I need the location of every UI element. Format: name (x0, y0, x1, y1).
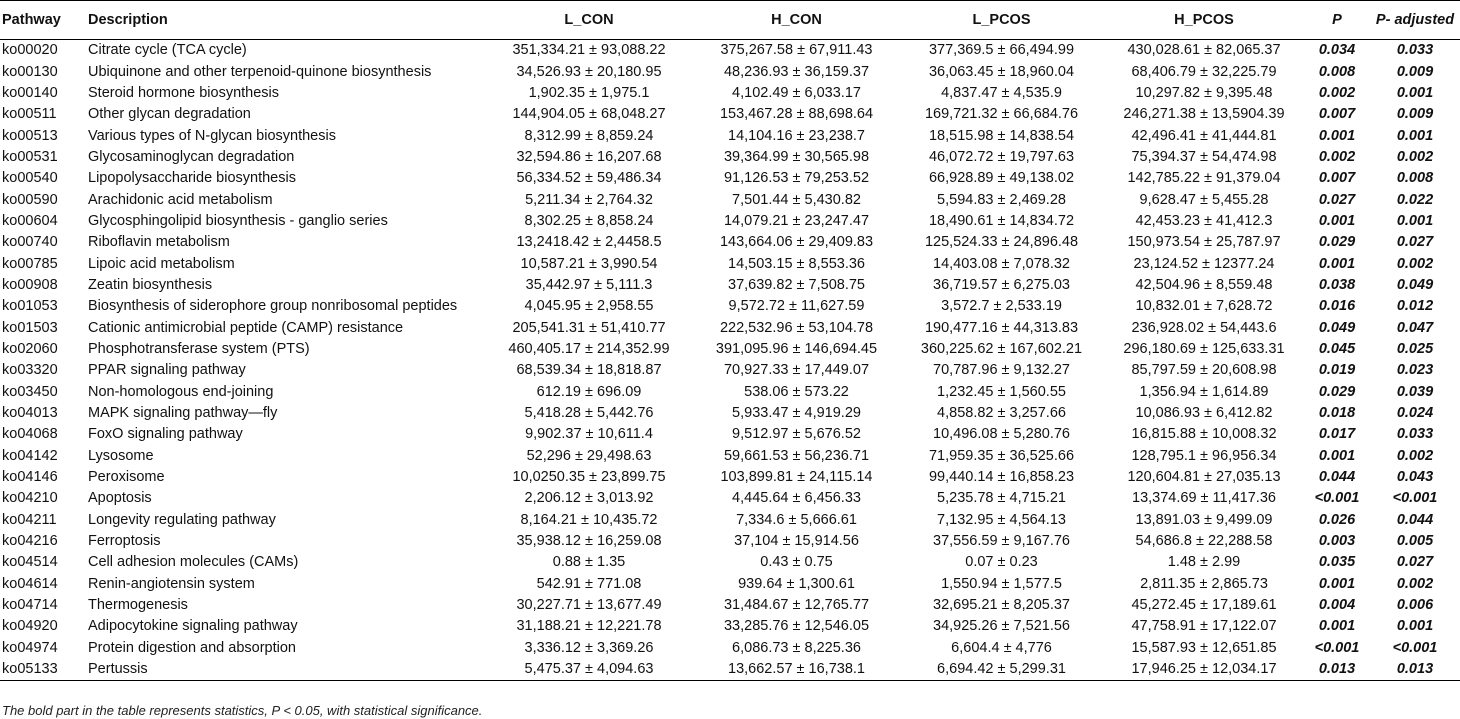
cell-p: 0.018 (1318, 405, 1356, 422)
cell-l-con: 52,296 ± 29,498.63 (526, 447, 652, 464)
cell-pathway: ko04068 (2, 426, 58, 443)
cell-p-adjusted: 0.044 (1396, 511, 1434, 528)
header-pathway: Pathway (0, 1, 84, 40)
table-row (0, 61, 1460, 82)
cell-l-pcos: 190,477.16 ± 44,313.83 (924, 319, 1079, 336)
cell-l-con: 8,302.25 ± 8,858.24 (524, 212, 654, 229)
cell-pathway: ko00740 (2, 234, 58, 251)
cell-h-con: 59,661.53 ± 56,236.71 (723, 447, 870, 464)
cell-p: 0.038 (1318, 276, 1356, 293)
cell-p: 0.008 (1318, 63, 1356, 80)
cell-description: Apoptosis (88, 490, 152, 507)
cell-h-pcos: 23,124.52 ± 12377.24 (1133, 255, 1275, 272)
cell-l-pcos: 36,719.57 ± 6,275.03 (933, 276, 1070, 293)
cell-p: 0.001 (1318, 575, 1356, 592)
cell-description: Steroid hormone biosynthesis (88, 84, 280, 101)
cell-p: 0.001 (1318, 127, 1356, 144)
cell-l-con: 10,0250.35 ± 23,899.75 (512, 469, 666, 486)
cell-h-pcos: 85,797.59 ± 20,608.98 (1131, 362, 1277, 379)
cell-h-con: 14,079.21 ± 23,247.47 (723, 212, 870, 229)
cell-pathway: ko01053 (2, 298, 58, 315)
cell-l-con: 542.91 ± 771.08 (536, 575, 642, 592)
cell-h-pcos: 430,028.61 ± 82,065.37 (1127, 42, 1281, 59)
cell-description: Non-homologous end-joining (88, 383, 274, 400)
cell-h-pcos: 1,356.94 ± 1,614.89 (1139, 383, 1269, 400)
cell-p-adjusted: 0.002 (1396, 255, 1434, 272)
cell-l-pcos: 360,225.62 ± 167,602.21 (920, 340, 1083, 357)
cell-l-con: 0.88 ± 1.35 (552, 554, 626, 571)
table-body (0, 40, 1460, 681)
cell-l-pcos: 3,572.7 ± 2,533.19 (941, 298, 1062, 315)
header-h-con: H_CON (694, 1, 899, 40)
cell-h-pcos: 142,785.22 ± 91,379.04 (1127, 170, 1281, 187)
cell-h-pcos: 42,504.96 ± 8,559.48 (1135, 276, 1273, 293)
cell-h-con: 48,236.93 ± 36,159.37 (723, 63, 870, 80)
cell-h-con: 37,639.82 ± 7,508.75 (728, 276, 865, 293)
cell-h-pcos: 150,973.54 ± 25,787.97 (1127, 234, 1281, 251)
cell-h-con: 9,572.72 ± 11,627.59 (728, 298, 865, 315)
cell-l-pcos: 6,694.42 ± 5,299.31 (899, 659, 1104, 681)
cell-h-pcos: 1.48 ± 2.99 (1167, 554, 1241, 571)
cell-h-con: 9,512.97 ± 5,676.52 (732, 426, 861, 443)
table-row (0, 211, 1460, 232)
table-row (0, 382, 1460, 403)
table-footnote: The bold part in the table represents statistics, P < 0.05, with statistical significance. (2, 703, 483, 718)
cell-h-con: 70,927.33 ± 17,449.07 (723, 362, 870, 379)
cell-l-pcos: 169,721.32 ± 66,684.76 (924, 106, 1079, 123)
cell-description: Other glycan degradation (88, 106, 251, 123)
table-row (0, 531, 1460, 552)
cell-pathway: ko04974 (2, 639, 58, 656)
cell-description: Thermogenesis (88, 597, 188, 614)
table-row (0, 616, 1460, 637)
cell-l-pcos: 4,837.47 ± 4,535.9 (941, 84, 1062, 101)
cell-p: <0.001 (1314, 490, 1360, 507)
cell-h-con: 4,102.49 ± 6,033.17 (732, 84, 861, 101)
cell-l-pcos: 1,550.94 ± 1,577.5 (941, 575, 1062, 592)
cell-p-adjusted: 0.009 (1396, 106, 1434, 123)
cell-l-con: 13,2418.42 ± 2,4458.5 (516, 234, 662, 251)
cell-l-pcos: 5,594.83 ± 2,469.28 (937, 191, 1066, 208)
cell-description: MAPK signaling pathway—fly (88, 405, 278, 422)
cell-pathway: ko00511 (2, 106, 57, 123)
cell-l-con: 68,539.34 ± 18,818.87 (516, 362, 662, 379)
cell-p: 0.001 (1318, 212, 1356, 229)
cell-l-pcos: 7,132.95 ± 4,564.13 (937, 511, 1066, 528)
table-row (0, 488, 1460, 509)
cell-pathway: ko05133 (0, 659, 84, 681)
cell-h-con: 5,933.47 ± 4,919.29 (732, 405, 861, 422)
cell-p-adjusted: 0.002 (1396, 575, 1434, 592)
cell-l-con: 30,227.71 ± 13,677.49 (516, 597, 662, 614)
cell-pathway: ko01503 (2, 319, 58, 336)
cell-l-pcos: 99,440.14 ± 16,858.23 (928, 469, 1075, 486)
cell-l-pcos: 1,232.45 ± 1,560.55 (937, 383, 1066, 400)
cell-l-con: 205,541.31 ± 51,410.77 (512, 319, 666, 336)
cell-p: 0.029 (1318, 383, 1356, 400)
cell-l-con: 5,418.28 ± 5,442.76 (524, 405, 654, 422)
cell-p-adjusted: 0.006 (1396, 597, 1434, 614)
cell-h-con: 91,126.53 ± 79,253.52 (723, 170, 870, 187)
cell-p-adjusted: 0.027 (1396, 234, 1434, 251)
cell-h-con: 13,662.57 ± 16,738.1 (694, 659, 899, 681)
table-row (0, 275, 1460, 296)
table-row (0, 232, 1460, 253)
cell-l-pcos: 71,959.35 ± 36,525.66 (928, 447, 1075, 464)
cell-l-con: 460,405.17 ± 214,352.99 (508, 340, 670, 357)
cell-p-adjusted: <0.001 (1392, 639, 1438, 656)
cell-pathway: ko04514 (2, 554, 58, 571)
cell-l-con: 10,587.21 ± 3,990.54 (520, 255, 658, 272)
cell-l-con: 35,442.97 ± 5,111.3 (525, 276, 653, 293)
cell-l-pcos: 32,695.21 ± 8,205.37 (933, 597, 1070, 614)
cell-description: Ferroptosis (88, 533, 161, 550)
header-row (0, 1, 1460, 40)
cell-h-con: 33,285.76 ± 12,546.05 (723, 618, 870, 635)
table-row (0, 403, 1460, 424)
cell-description: Ubiquinone and other terpenoid-quinone biosynthesis (88, 63, 432, 80)
cell-p-adjusted: 0.049 (1396, 276, 1434, 293)
cell-h-pcos: 10,832.01 ± 7,628.72 (1135, 298, 1273, 315)
cell-p: 0.001 (1318, 618, 1356, 635)
cell-p: 0.049 (1318, 319, 1356, 336)
table-row (0, 467, 1460, 488)
cell-p-adjusted: 0.012 (1396, 298, 1434, 315)
table-row (0, 147, 1460, 168)
cell-l-pcos: 6,604.4 ± 4,776 (951, 639, 1052, 656)
cell-description: Arachidonic acid metabolism (88, 191, 273, 208)
cell-h-pcos: 16,815.88 ± 10,008.32 (1131, 426, 1277, 443)
table-row (0, 83, 1460, 104)
cell-l-pcos: 10,496.08 ± 5,280.76 (933, 426, 1070, 443)
cell-p-adjusted: 0.024 (1396, 405, 1434, 422)
cell-l-con: 5,475.37 ± 4,094.63 (484, 659, 694, 681)
cell-l-con: 9,902.37 ± 10,611.4 (525, 426, 653, 443)
cell-description: Glycosphingolipid biosynthesis - ganglio series (88, 212, 388, 229)
cell-p-adjusted: 0.033 (1396, 426, 1434, 443)
cell-description: Citrate cycle (TCA cycle) (88, 42, 247, 59)
cell-p-adjusted: 0.027 (1396, 554, 1434, 571)
cell-p-adjusted: 0.008 (1396, 170, 1434, 187)
cell-description: Riboflavin metabolism (88, 234, 230, 251)
cell-p: 0.003 (1318, 533, 1356, 550)
cell-description: Protein digestion and absorption (88, 639, 296, 656)
table-row (0, 339, 1460, 360)
cell-p-adjusted: <0.001 (1392, 490, 1438, 507)
cell-pathway: ko04714 (2, 597, 58, 614)
cell-h-pcos: 13,891.03 ± 9,499.09 (1135, 511, 1273, 528)
cell-l-pcos: 37,556.59 ± 9,167.76 (933, 533, 1070, 550)
cell-h-pcos: 15,587.93 ± 12,651.85 (1131, 639, 1277, 656)
cell-h-pcos: 246,271.38 ± 13,5904.39 (1123, 106, 1285, 123)
cell-h-pcos: 236,928.02 ± 54,443.6 (1131, 319, 1277, 336)
cell-l-pcos: 0.07 ± 0.23 (965, 554, 1038, 571)
cell-l-con: 8,164.21 ± 10,435.72 (520, 511, 658, 528)
cell-p: 0.016 (1318, 298, 1356, 315)
cell-p: 0.017 (1318, 426, 1356, 443)
cell-h-con: 37,104 ± 15,914.56 (734, 533, 859, 550)
cell-p-adjusted: 0.013 (1370, 659, 1460, 681)
cell-description: Lipopolysaccharide biosynthesis (88, 170, 296, 187)
cell-pathway: ko00531 (2, 148, 58, 165)
header-l-con: L_CON (484, 1, 694, 40)
cell-pathway: ko00540 (2, 170, 58, 187)
cell-p-adjusted: 0.033 (1396, 42, 1434, 59)
cell-p-adjusted: 0.001 (1396, 84, 1434, 101)
cell-h-pcos: 68,406.79 ± 32,225.79 (1131, 63, 1277, 80)
cell-p: 0.035 (1318, 554, 1356, 571)
cell-p: 0.044 (1318, 469, 1356, 486)
cell-pathway: ko00513 (2, 127, 58, 144)
cell-pathway: ko04210 (2, 490, 58, 507)
cell-h-con: 939.64 ± 1,300.61 (738, 575, 855, 592)
cell-l-con: 35,938.12 ± 16,259.08 (516, 533, 662, 550)
cell-pathway: ko00590 (2, 191, 58, 208)
cell-pathway: ko00908 (2, 276, 58, 293)
cell-l-con: 2,206.12 ± 3,013.92 (524, 490, 654, 507)
cell-pathway: ko00785 (2, 255, 58, 272)
cell-p-adjusted: 0.043 (1396, 469, 1434, 486)
table-row (0, 446, 1460, 467)
cell-description: Adipocytokine signaling pathway (88, 618, 298, 635)
table-row (0, 253, 1460, 274)
cell-h-pcos: 42,453.23 ± 41,412.3 (1135, 212, 1273, 229)
cell-h-pcos: 120,604.81 ± 27,035.13 (1127, 469, 1281, 486)
cell-p-adjusted: 0.002 (1396, 447, 1434, 464)
cell-h-con: 0.43 ± 0.75 (760, 554, 833, 571)
cell-l-pcos: 46,072.72 ± 19,797.63 (928, 148, 1075, 165)
cell-h-con: 39,364.99 ± 30,565.98 (723, 148, 870, 165)
cell-pathway: ko04614 (2, 575, 58, 592)
cell-p: 0.004 (1318, 597, 1356, 614)
cell-l-pcos: 125,524.33 ± 24,896.48 (924, 234, 1079, 251)
cell-h-con: 153,467.28 ± 88,698.64 (719, 106, 874, 123)
cell-p: 0.029 (1318, 234, 1356, 251)
table-row (0, 638, 1460, 659)
cell-l-pcos: 5,235.78 ± 4,715.21 (937, 490, 1066, 507)
cell-h-pcos: 128,795.1 ± 96,956.34 (1131, 447, 1277, 464)
cell-description: Renin-angiotensin system (88, 575, 255, 592)
cell-pathway: ko00604 (2, 212, 58, 229)
cell-h-con: 103,899.81 ± 24,115.14 (720, 469, 873, 486)
cell-l-con: 351,334.21 ± 93,088.22 (512, 42, 666, 59)
cell-l-con: 31,188.21 ± 12,221.78 (516, 618, 662, 635)
cell-pathway: ko04920 (2, 618, 58, 635)
cell-l-con: 3,336.12 ± 3,369.26 (524, 639, 654, 656)
cell-h-pcos: 17,946.25 ± 12,034.17 (1104, 659, 1304, 681)
cell-l-pcos: 36,063.45 ± 18,960.04 (928, 63, 1075, 80)
cell-description: Various types of N-glycan biosynthesis (88, 127, 336, 144)
cell-h-con: 14,503.15 ± 8,553.36 (728, 255, 865, 272)
table-row (0, 595, 1460, 616)
cell-p-adjusted: 0.001 (1396, 212, 1434, 229)
table-row (0, 189, 1460, 210)
cell-h-pcos: 75,394.37 ± 54,474.98 (1131, 148, 1277, 165)
cell-h-con: 7,501.44 ± 5,430.82 (732, 191, 861, 208)
cell-description: Lysosome (88, 447, 154, 464)
cell-l-con: 612.19 ± 696.09 (536, 383, 642, 400)
cell-p: 0.002 (1318, 84, 1356, 101)
cell-l-pcos: 14,403.08 ± 7,078.32 (933, 255, 1070, 272)
cell-description: PPAR signaling pathway (88, 362, 246, 379)
cell-p: 0.034 (1318, 42, 1356, 59)
cell-p-adjusted: 0.001 (1396, 618, 1434, 635)
cell-l-con: 56,334.52 ± 59,486.34 (516, 170, 662, 187)
header-p-adjusted: P- adjusted (1370, 1, 1460, 40)
cell-l-con: 34,526.93 ± 20,180.95 (516, 63, 662, 80)
cell-h-pcos: 10,086.93 ± 6,412.82 (1135, 405, 1273, 422)
cell-h-con: 391,095.96 ± 146,694.45 (715, 340, 878, 357)
table-row (0, 168, 1460, 189)
cell-l-pcos: 18,490.61 ± 14,834.72 (928, 212, 1075, 229)
cell-description: Lipoic acid metabolism (88, 255, 235, 272)
cell-p: 0.026 (1318, 511, 1356, 528)
cell-p: 0.027 (1318, 191, 1356, 208)
cell-h-pcos: 2,811.35 ± 2,865.73 (1140, 575, 1268, 592)
table-row (0, 659, 1460, 681)
cell-p-adjusted: 0.023 (1396, 362, 1434, 379)
cell-h-con: 4,445.64 ± 6,456.33 (732, 490, 861, 507)
table-row (0, 574, 1460, 595)
cell-pathway: ko00130 (2, 63, 58, 80)
cell-h-pcos: 9,628.47 ± 5,455.28 (1139, 191, 1269, 208)
cell-p: 0.007 (1318, 170, 1356, 187)
cell-h-pcos: 10,297.82 ± 9,395.48 (1135, 84, 1273, 101)
cell-l-con: 1,902.35 ± 1,975.1 (528, 84, 650, 101)
cell-p-adjusted: 0.025 (1396, 340, 1434, 357)
cell-l-con: 32,594.86 ± 16,207.68 (516, 148, 662, 165)
cell-description: Zeatin biosynthesis (88, 276, 213, 293)
table-row (0, 296, 1460, 317)
cell-h-con: 222,532.96 ± 53,104.78 (719, 319, 874, 336)
cell-h-pcos: 54,686.8 ± 22,288.58 (1135, 533, 1273, 550)
table-row (0, 104, 1460, 125)
cell-p-adjusted: 0.022 (1396, 191, 1434, 208)
cell-description: Cationic antimicrobial peptide (CAMP) resistance (88, 319, 404, 336)
header-description: Description (84, 1, 484, 40)
cell-description: FoxO signaling pathway (88, 426, 243, 443)
cell-l-pcos: 377,369.5 ± 66,494.99 (928, 42, 1075, 59)
cell-p: 0.001 (1318, 255, 1356, 272)
table-row (0, 424, 1460, 445)
cell-p-adjusted: 0.001 (1396, 127, 1434, 144)
table-row (0, 510, 1460, 531)
cell-p-adjusted: 0.002 (1396, 148, 1434, 165)
cell-h-pcos: 47,758.91 ± 17,122.07 (1131, 618, 1277, 635)
table-row (0, 552, 1460, 573)
cell-h-con: 31,484.67 ± 12,765.77 (723, 597, 870, 614)
cell-h-con: 7,334.6 ± 5,666.61 (736, 511, 857, 528)
cell-description: Cell adhesion molecules (CAMs) (88, 554, 299, 571)
cell-pathway: ko04211 (2, 511, 57, 528)
cell-l-con: 8,312.99 ± 8,859.24 (524, 127, 654, 144)
cell-p-adjusted: 0.009 (1396, 63, 1434, 80)
cell-p: 0.007 (1318, 106, 1356, 123)
cell-p: 0.013 (1304, 659, 1370, 681)
header-p: P (1304, 1, 1370, 40)
cell-l-pcos: 70,787.96 ± 9,132.27 (933, 362, 1070, 379)
cell-description: Pertussis (84, 659, 484, 681)
header-h-pcos: H_PCOS (1104, 1, 1304, 40)
cell-l-pcos: 18,515.98 ± 14,838.54 (928, 127, 1075, 144)
cell-pathway: ko04146 (2, 469, 58, 486)
cell-pathway: ko03320 (2, 362, 58, 379)
cell-p: 0.001 (1318, 447, 1356, 464)
header-l-pcos: L_PCOS (899, 1, 1104, 40)
cell-description: Longevity regulating pathway (88, 511, 276, 528)
cell-h-con: 143,664.06 ± 29,409.83 (719, 234, 874, 251)
cell-l-pcos: 66,928.89 ± 49,138.02 (928, 170, 1075, 187)
cell-pathway: ko00140 (2, 84, 58, 101)
cell-h-con: 6,086.73 ± 8,225.36 (732, 639, 861, 656)
cell-p: 0.002 (1318, 148, 1356, 165)
cell-pathway: ko04013 (2, 405, 58, 422)
cell-l-pcos: 34,925.26 ± 7,521.56 (933, 618, 1070, 635)
cell-pathway: ko04142 (2, 447, 58, 464)
cell-pathway: ko00020 (2, 42, 58, 59)
cell-l-pcos: 4,858.82 ± 3,257.66 (937, 405, 1066, 422)
table-row (0, 360, 1460, 381)
table-row (0, 125, 1460, 146)
cell-pathway: ko02060 (2, 340, 58, 357)
cell-h-pcos: 45,272.45 ± 17,189.61 (1131, 597, 1277, 614)
cell-p: 0.019 (1318, 362, 1356, 379)
cell-pathway: ko04216 (2, 533, 58, 550)
cell-description: Biosynthesis of siderophore group nonribosomal peptides (88, 298, 458, 315)
cell-h-pcos: 13,374.69 ± 11,417.36 (1132, 490, 1276, 507)
cell-h-pcos: 42,496.41 ± 41,444.81 (1131, 127, 1277, 144)
cell-p: 0.045 (1318, 340, 1356, 357)
cell-l-con: 5,211.34 ± 2,764.32 (525, 191, 653, 208)
cell-l-con: 144,904.05 ± 68,048.27 (512, 106, 666, 123)
cell-p-adjusted: 0.039 (1396, 383, 1434, 400)
table-row (0, 317, 1460, 338)
cell-description: Peroxisome (88, 469, 165, 486)
cell-description: Glycosaminoglycan degradation (88, 148, 295, 165)
cell-p-adjusted: 0.005 (1396, 533, 1434, 550)
cell-h-pcos: 296,180.69 ± 125,633.31 (1123, 340, 1285, 357)
cell-description: Phosphotransferase system (PTS) (88, 340, 310, 357)
table-row (0, 40, 1460, 62)
cell-h-con: 538.06 ± 573.22 (744, 383, 849, 400)
cell-p-adjusted: 0.047 (1396, 319, 1434, 336)
cell-h-con: 14,104.16 ± 23,238.7 (728, 127, 865, 144)
cell-l-con: 4,045.95 ± 2,958.55 (524, 298, 654, 315)
cell-h-con: 375,267.58 ± 67,911.43 (720, 42, 873, 59)
cell-pathway: ko03450 (2, 383, 58, 400)
cell-p: <0.001 (1314, 639, 1360, 656)
